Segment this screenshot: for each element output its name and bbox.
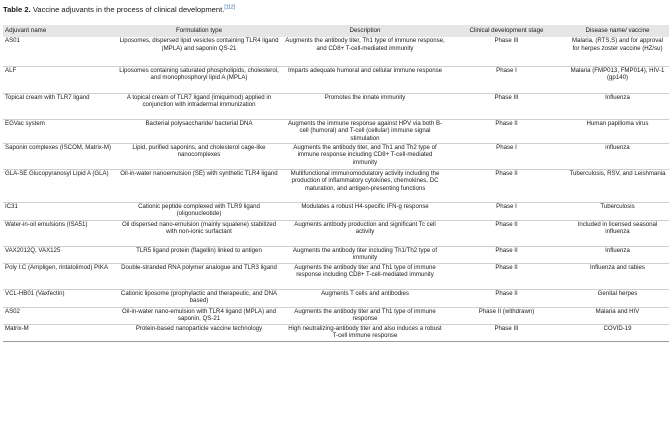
disease-vaccine-cell: Influenza and rabies <box>590 263 645 271</box>
adjuvant-name-cell: GLA-SE Glucopyranosyl Lipid A (GLA) <box>5 169 109 177</box>
formulation-type-cell: Liposomes containing saturated phospholipids, cholesterol, and monophosphoryl lipid A (MPLA) <box>119 66 279 82</box>
adjuvant-name-cell: Water-in-oil emulsions (ISA51) <box>5 220 88 228</box>
adjuvant-name-cell: VCL-HB01 (Vaxfectin) <box>5 289 65 297</box>
formulation-type-cell: TLR5 ligand protein (flagellin) linked to antigen <box>136 246 262 254</box>
clinical-stage-cell: Phase II <box>495 220 518 228</box>
adjuvant-name-cell: IC31 <box>5 202 18 210</box>
table-row <box>3 93 669 119</box>
disease-vaccine-cell: Malaria and HIV <box>595 307 640 315</box>
table-row <box>3 263 669 289</box>
adjuvant-name-cell: Topical cream with TLR7 ligand <box>5 93 90 101</box>
adjuvants-table <box>3 25 669 342</box>
table-row <box>3 202 669 220</box>
formulation-type-cell: Oil-in-water nanoemulsion (SE) with synthetic TLR4 ligand <box>120 169 278 177</box>
disease-vaccine-cell: Genital herpes <box>597 289 638 297</box>
disease-vaccine-cell: Malaria (FMP013, FMP014), HIV-1 (gp140) <box>570 66 665 82</box>
clinical-stage-cell: Phase II <box>495 263 518 271</box>
caption-reference-link[interactable]: [112] <box>224 4 236 11</box>
formulation-type-cell: Oil dispersed nano-emulsion (mainly squalene) stabilized with non-ionic surfactant <box>121 220 277 236</box>
caption-label: Table 2. <box>3 5 31 14</box>
disease-vaccine-cell: Influenza <box>605 246 630 254</box>
clinical-stage-cell: Phase II <box>495 119 518 127</box>
formulation-type-cell: Cationic liposome (prophylactic and therapeutic, and DNA based) <box>120 289 278 305</box>
formulation-type-cell: Lipid, purified saponins, and cholesterol cage-like nanocomplexes <box>132 143 266 159</box>
table-row <box>3 143 669 169</box>
description-cell: High neutralizing-antibody titer and also induces a robust T-cell immune response <box>288 324 442 340</box>
description-cell: Augments T cells and antibodies <box>321 289 409 297</box>
disease-vaccine-cell: Included in licensed seasonal influenza <box>577 220 658 236</box>
description-cell: Augments the antibody titer and Th1 type of immune response <box>294 307 436 323</box>
formulation-type-cell: Oil-in-water nano-emulsion with TLR4 ligand (MPLA) and saponin, QS-21 <box>122 307 276 323</box>
table-row <box>3 246 669 263</box>
clinical-stage-cell: Phase I <box>496 143 517 151</box>
formulation-type-cell: Protein-based nanoparticle vaccine technology <box>135 324 263 332</box>
adjuvant-name-cell: Saponin complexes (ISCOM, Matrix-M) <box>5 143 111 151</box>
disease-vaccine-cell: Influenza <box>605 93 630 101</box>
disease-vaccine-cell: Tuberculosis <box>600 202 635 210</box>
description-cell: Multifunctional immunomodulatory activity including the production of inflammatory cytokines, chemokines, DC maturation, and antigen-presenting functions <box>290 169 440 192</box>
table-row <box>3 119 669 143</box>
clinical-stage-cell: Phase II <box>495 169 518 177</box>
table-body <box>3 37 669 341</box>
table-header-row <box>3 25 669 37</box>
description-cell: Promotes the innate immunity <box>324 93 406 101</box>
description-cell: Augments the immune response against HPV via both B-cell (humoral) and T-cell (cellular) immune signal stimulation <box>287 119 443 142</box>
column-header-description: Description <box>349 27 381 34</box>
adjuvant-name-cell: Matrix-M <box>5 324 29 332</box>
description-cell: Augments antibody production and significant Tc cell activity <box>294 220 436 236</box>
table-row <box>3 37 669 66</box>
adjuvant-name-cell: AS01 <box>5 37 20 44</box>
table-caption <box>3 5 235 15</box>
disease-vaccine-cell: COVID-19 <box>603 324 632 332</box>
table-row <box>3 307 669 324</box>
disease-vaccine-cell: Tuberculosis, RSV, and Leishmania <box>569 169 666 177</box>
column-header-adjuvant-name: Adjuvant name <box>5 27 47 34</box>
description-cell: Augments the antibody titer and Th1 type of immune response including CD8+ T-cell-mediated immunity <box>294 263 436 279</box>
description-cell: Augments the antibody titer, and Th1 and Th2 type of immune response including CD8+ T-cell-mediated immunity <box>293 143 437 166</box>
column-header-formulation-type: Formulation type <box>175 27 223 34</box>
disease-vaccine-cell: Human papilloma virus <box>586 119 649 127</box>
adjuvant-name-cell: Poly I:C (Ampligen, rintatolimod) PIKA <box>5 263 108 271</box>
table-row <box>3 289 669 307</box>
clinical-stage-cell: Phase I <box>496 202 517 210</box>
table-row <box>3 220 669 246</box>
column-header-disease-vaccine: Disease name/ vaccine <box>585 27 650 34</box>
formulation-type-cell: A topical cream of TLR7 ligand (imiquimod) applied in conjunction with intradermal immunization <box>126 93 272 109</box>
description-cell: Augments the antibody titer including Th1/Th2 type of immunity <box>292 246 438 262</box>
formulation-type-cell: Bacterial polysaccharide/ bacterial DNA <box>145 119 253 127</box>
adjuvant-name-cell: ALF <box>5 66 17 74</box>
formulation-type-cell: Liposomes, dispersed lipid vesicles containing TLR4 ligand (MPLA) and saponin QS-21 <box>119 37 279 52</box>
clinical-stage-cell: Phase III <box>494 93 519 101</box>
table-row <box>3 324 669 341</box>
adjuvant-name-cell: EGVac system <box>5 119 45 127</box>
column-header-clinical-stage: Clinical development stage <box>469 27 544 34</box>
disease-vaccine-cell: Malaria, (RTS,S) and for approval for herpes zoster vaccine (HZ/su) <box>572 37 663 52</box>
disease-vaccine-cell: influenza <box>605 143 630 151</box>
formulation-type-cell: Cationic peptide complexed with TLR9 ligand (oligonucleotide) <box>138 202 260 218</box>
description-cell: Augments the antibody titer, Th1 type of immune response, and CD8+ T-cell-mediated immunity <box>285 37 445 52</box>
clinical-stage-cell: Phase III <box>494 324 519 332</box>
adjuvant-name-cell: AS02 <box>5 307 20 315</box>
description-cell: Modulates a robust H4-specific IFN-g response <box>301 202 429 210</box>
clinical-stage-cell: Phase II (withdrawn) <box>478 307 535 315</box>
table-row <box>3 66 669 93</box>
description-cell: Imparts adequate humoral and cellular immune response <box>287 66 443 74</box>
clinical-stage-cell: Phase I <box>496 66 517 74</box>
clinical-stage-cell: Phase II <box>495 289 518 297</box>
table-row <box>3 169 669 202</box>
caption-text: Vaccine adjuvants in the process of clinical development. <box>32 5 225 14</box>
formulation-type-cell: Double-stranded RNA polymer analogue and TLR3 ligand <box>121 263 277 271</box>
adjuvant-name-cell: VAX2012Q, VAX125 <box>5 246 61 254</box>
clinical-stage-cell: Phase III <box>494 37 519 44</box>
clinical-stage-cell: Phase II <box>495 246 518 254</box>
